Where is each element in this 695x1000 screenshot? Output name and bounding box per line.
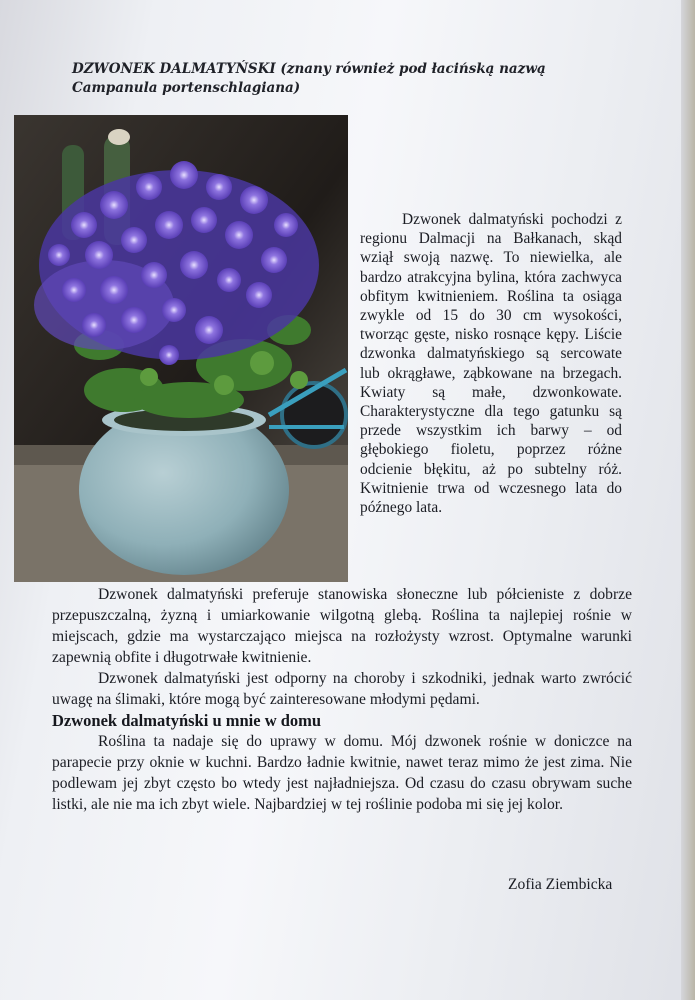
paragraph-pests: Dzwonek dalmatyński jest odporny na choroby i szkodniki, jednak warto zwrócić uwagę na ślimaki, które mogą być zainteresowane młodymi pędami. xyxy=(52,670,632,708)
paper-edge xyxy=(681,0,695,1000)
body-text xyxy=(52,584,632,815)
intro-paragraph: Dzwonek dalmatyński pochodzi z regionu Dalmacji na Bałkanach, skąd wziął swoją nazwę. To niewielka, ale bardzo atrakcyjna bylina, która zachwyca obfitym kwitnieniem. Roślina ta osiąga zwykle od 15 do 30 cm wysokości, tworząc gęste, nisko rosnące kępy. Liście dzwonka dalmatyńskiego są sercowate lub okrągławe, ząbkowane na brzegach. Kwiaty są małe, dzwonkowate. Charakterystyczne dla tego gatunku są przede wszystkim ich barwy – od głębokiego fioletu, poprzez różne odcienie błękitu, aż po subtelny róż. Kwitnienie trwa od wczesnego lata do późnego lata. xyxy=(360,211,622,517)
paragraph-home: Roślina ta nadaje się do uprawy w domu. Mój dzwonek rośnie w doniczce na parapecie przy oknie w kuchni. Bardzo ładnie kwitnie, nawet teraz mimo że jest zima. Nie podlewam jej zbyt często bo wtedy jest najładniejsza. Od czasu do czasu obrywam suche listki, ale nie ma ich zbyt wiele. Najbardziej w tej roślinie podoba mi się jej kolor. xyxy=(52,733,632,813)
paragraph-conditions: Dzwonek dalmatyński preferuje stanowiska słoneczne lub półcieniste z dobrze przepuszczalną, żyzną i umiarkowanie wilgotną glebą. Roślina ta najlepiej rośnie w miejscach, gdzie ma wystarczająco miejsca na rozłożysty wzrost. Optymalne warunki zapewnią obfite i długotrwałe kwitnienie. xyxy=(52,586,632,666)
campanula-pot-illustration xyxy=(14,115,348,582)
plant-photo xyxy=(14,115,348,582)
intro-text xyxy=(360,210,622,517)
section-subheading: Dzwonek dalmatyński u mnie w domu xyxy=(52,711,322,730)
document-title: DZWONEK DALMATYŃSKI (znany również pod łacińską nazwą Campanula portenschlagiana) xyxy=(72,61,546,96)
author-signature: Zofia Ziembicka xyxy=(508,876,613,893)
